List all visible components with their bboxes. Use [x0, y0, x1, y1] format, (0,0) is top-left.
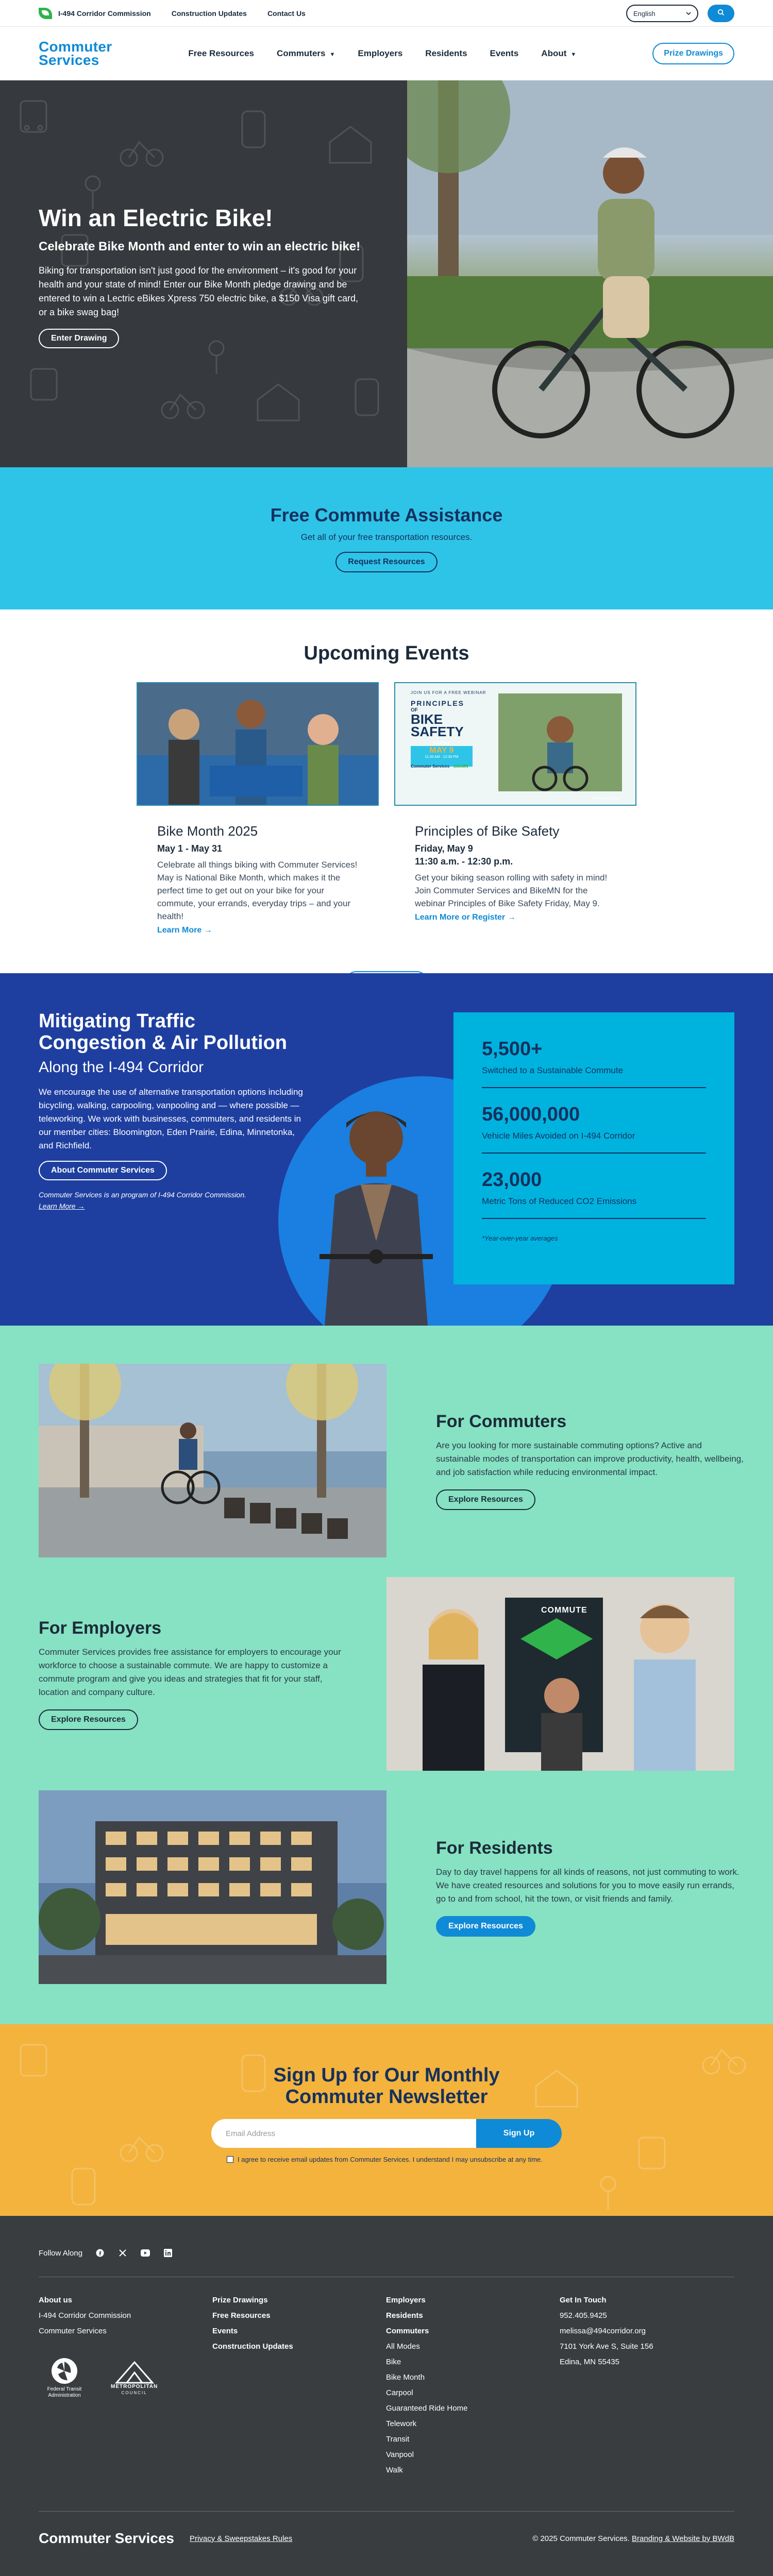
- linkedin-icon[interactable]: [163, 2248, 173, 2258]
- hero-panel: [0, 80, 407, 467]
- footer-link[interactable]: Employers: [386, 2296, 426, 2304]
- logo-line-2: Services: [39, 52, 99, 68]
- stat-label: Metric Tons of Reduced CO2 Emissions: [482, 1196, 637, 1206]
- met-council-logo-icon: [111, 2360, 158, 2384]
- flyer-time: 11:30 AM - 12:30 PM: [425, 755, 459, 759]
- newsletter-consent: [227, 2155, 546, 2164]
- footer-about-heading: About us: [39, 2296, 72, 2304]
- footer-link[interactable]: Guaranteed Ride Home: [386, 2404, 468, 2413]
- commuters-explore-button[interactable]: Explore Resources: [436, 1489, 535, 1510]
- site-logo[interactable]: [39, 40, 112, 67]
- chevron-down-icon: [686, 10, 691, 18]
- nav-about-label: About: [541, 48, 567, 58]
- event-date: Friday, May 9: [415, 843, 473, 854]
- nav-commuters[interactable]: [277, 48, 335, 59]
- corridor-commission-link[interactable]: [39, 8, 151, 19]
- language-value: English: [633, 9, 656, 18]
- fta-logo-text: Federal Transit Administration: [47, 2386, 82, 2398]
- partner-logos: [39, 2358, 212, 2399]
- prize-drawings-button[interactable]: Prize Drawings: [652, 43, 734, 64]
- hero-body: Biking for transportation isn't just good for the environment – it's good for your health and your state of mind! Enter our Bike Month pledge drawing and be entered to win a Lectric eBikes Xpress 750 electric bike, a $150 Visa gift card, or a bike swag bag!: [39, 265, 358, 317]
- x-icon[interactable]: [117, 2248, 128, 2258]
- flyer-line1: PRINCIPLES: [411, 699, 465, 707]
- event-description: Get your biking season rolling with safety in mind! Join Commuter Services and BikeMN for the webinar Principles of Bike Safety Friday, May 9.: [415, 873, 608, 908]
- traffic-body: We encourage the use of alternative transportation options including bicycling, walking, carpooling, vanpooling and — where possible — teleworking. We work with businesses, commuters, and residents in our member cities: Bloomington, Eden Prairie, Edina, Minnetonka, and Richfield.: [39, 1087, 303, 1150]
- commuters-body: Are you looking for more sustainable commuting options? Active and sustainable modes of transportation can improve productivity, health, wellbeing, and job satisfaction while reducing environmental impact.: [436, 1440, 744, 1477]
- cyclist-photo: [289, 1087, 464, 1326]
- event-card: [394, 682, 636, 935]
- stat-label: Switched to a Sustainable Commute: [482, 1065, 624, 1075]
- residents-body: Day to day travel happens for all kinds of reasons, not just commuting to work. We have created resources and solutions for you to move easily run errands, go to and from school, hit the town, or visit friends and family.: [436, 1867, 740, 1904]
- youtube-icon[interactable]: [140, 2248, 150, 2258]
- footer-link[interactable]: Residents: [386, 2311, 423, 2320]
- event-title: Bike Month 2025: [157, 823, 258, 839]
- flyer-top: JOIN US FOR A FREE WEBINAR: [411, 690, 486, 695]
- footer-link[interactable]: Bike Month: [386, 2373, 425, 2382]
- leaf-icon: [39, 8, 52, 19]
- footer-bottom: [39, 2511, 734, 2547]
- events-section: [0, 609, 773, 973]
- consent-text: I agree to receive email updates from Commuter Services. I understand I may unsubscribe at any time.: [238, 2156, 543, 2163]
- event-register-link[interactable]: Learn More or Register →: [415, 913, 516, 922]
- footer-address-line: Edina, MN 55435: [560, 2358, 619, 2366]
- utility-right: [626, 5, 734, 22]
- event-image-bike-safety[interactable]: [394, 682, 636, 806]
- footer-brand-logo[interactable]: Commuter Services: [39, 2530, 175, 2546]
- nav-commuters-label: Commuters: [277, 48, 326, 58]
- event-title: Principles of Bike Safety: [415, 823, 560, 839]
- footer-link[interactable]: Free Resources: [212, 2311, 271, 2320]
- stat-item: [482, 1038, 706, 1088]
- facebook-icon[interactable]: [95, 2248, 105, 2258]
- traffic-note: Commuter Services is an program of I-494 Corridor Commission.: [39, 1191, 247, 1199]
- footer-link[interactable]: Transit: [386, 2435, 410, 2444]
- utility-bar: [0, 0, 773, 27]
- hero-title: Win an Electric Bike!: [39, 205, 273, 231]
- met-council-text-2: COUNCIL: [121, 2391, 147, 2395]
- nav-free-resources[interactable]: Free Resources: [188, 48, 254, 58]
- event-body: [394, 806, 636, 922]
- assistance-text: Get all of your free transportation resources.: [300, 532, 473, 542]
- fta-logo: [39, 2358, 90, 2399]
- footer-columns: [39, 2277, 734, 2478]
- footer-link[interactable]: All Modes: [386, 2342, 420, 2351]
- commuters-row: [0, 1364, 773, 1557]
- footer-link[interactable]: Telework: [386, 2419, 417, 2428]
- employers-body: Commuter Services provides free assistance for employers to encourage your workforce to choose a sustainable commute. We are happy to customize a commute program and give you ideas and strategies that fit for your staff, location and company culture.: [39, 1647, 341, 1697]
- footer-col-contact: [560, 2293, 733, 2478]
- traffic-title: Mitigating Traffic Congestion & Air Pollution: [39, 1010, 287, 1054]
- footer-link[interactable]: Events: [212, 2327, 238, 2335]
- utility-links: [39, 8, 306, 19]
- footer-link[interactable]: Commuters: [386, 2327, 429, 2335]
- footer-link[interactable]: I-494 Corridor Commission: [39, 2311, 131, 2320]
- flyer-line4: SAFETY: [411, 724, 464, 739]
- consent-checkbox[interactable]: [227, 2156, 233, 2163]
- employers-row: [0, 1577, 773, 1771]
- newsletter-title-line2: Commuter Newsletter: [285, 2086, 488, 2108]
- flyer-line2: OF: [411, 707, 418, 713]
- footer-copyright: [532, 2534, 734, 2543]
- newsletter-section: [0, 2024, 773, 2216]
- commuters-photo: [39, 1364, 386, 1557]
- employers-title: For Employers: [39, 1618, 162, 1638]
- hero-photo-art: [407, 80, 773, 467]
- footer-col-resources: [212, 2293, 386, 2478]
- flyer-date: MAY 9: [429, 746, 454, 755]
- enter-drawing-button[interactable]: Enter Drawing: [39, 329, 119, 348]
- event-time: 11:30 a.m. - 12:30 p.m.: [415, 856, 513, 867]
- flyer-day: FRIDAY: [433, 741, 450, 746]
- privacy-sweepstakes-link[interactable]: Privacy & Sweepstakes Rules: [190, 2534, 293, 2543]
- metropolitan-council-logo: [111, 2360, 158, 2396]
- logo-line-1: Commuter: [39, 39, 112, 55]
- assistance-title: Free Commute Assistance: [270, 504, 503, 526]
- employers-photo: [386, 1577, 734, 1771]
- hero: [0, 80, 773, 467]
- residents-photo: [39, 1790, 386, 1984]
- construction-updates-link[interactable]: Construction Updates: [171, 9, 247, 18]
- search-icon: [717, 9, 725, 19]
- events-title: Upcoming Events: [304, 642, 469, 664]
- hero-subtitle: Celebrate Bike Month and enter to win an electric bike!: [39, 240, 361, 253]
- search-button[interactable]: [708, 5, 734, 22]
- traffic-section: [0, 973, 773, 1326]
- residents-explore-button[interactable]: Explore Resources: [436, 1916, 535, 1937]
- flyer-logo-bikemn: bikeMN: [453, 764, 468, 769]
- flyer-logos: [411, 764, 493, 769]
- newsletter-form: [211, 2119, 562, 2148]
- footer-link[interactable]: Construction Updates: [212, 2342, 293, 2351]
- event-description: Celebrate all things biking with Commuter Services! May is National Bike Month, which makes it the perfect time to get out on your bike for your commute, your errands, everyday trips – and your health!: [157, 860, 358, 921]
- stats-box: [453, 1012, 734, 1284]
- sign-up-button[interactable]: Sign Up: [476, 2119, 562, 2148]
- nav-employers[interactable]: Employers: [358, 48, 403, 58]
- event-cards: [0, 682, 773, 935]
- residents-text: [436, 1838, 745, 1937]
- stat-number: 5,500+: [482, 1038, 543, 1060]
- traffic-text: [39, 1010, 307, 1211]
- flyer-text: [411, 690, 493, 769]
- fta-logo-icon: [51, 2358, 78, 2384]
- event-body: [137, 806, 379, 935]
- residents-row: [0, 1790, 773, 1984]
- footer: [0, 2216, 773, 2576]
- commuters-title: For Commuters: [436, 1411, 567, 1431]
- footer-link[interactable]: Vanpool: [386, 2450, 414, 2459]
- stat-number: 23,000: [482, 1169, 542, 1191]
- contact-us-link[interactable]: Contact Us: [267, 9, 306, 18]
- credit-link[interactable]: Branding & Website by BWdB: [632, 2534, 734, 2543]
- footer-link[interactable]: Prize Drawings: [212, 2296, 268, 2304]
- residents-photo-art: [39, 1790, 386, 1984]
- audiences-section: [0, 1326, 773, 2024]
- event-image-bike-month[interactable]: [137, 682, 379, 806]
- footer-link[interactable]: Carpool: [386, 2388, 413, 2397]
- stat-number: 56,000,000: [482, 1104, 580, 1125]
- hero-text: [39, 204, 368, 348]
- commuters-photo-art: [39, 1364, 386, 1557]
- footer-col-about: [39, 2293, 212, 2478]
- stats-footnote: *Year-over-year averages: [482, 1234, 558, 1242]
- employers-explore-button[interactable]: Explore Resources: [39, 1709, 138, 1730]
- main-nav: [0, 27, 773, 80]
- commuters-text: [436, 1412, 745, 1510]
- request-resources-button[interactable]: Request Resources: [335, 552, 437, 572]
- employers-sign-text: COMMUTE: [541, 1606, 587, 1615]
- met-council-text-1: METROPOLITAN: [111, 2384, 158, 2389]
- traffic-learn-more-link[interactable]: Learn More →: [39, 1202, 85, 1210]
- flyer-line3: BIKE: [411, 711, 443, 727]
- footer-link[interactable]: Commuter Services: [39, 2327, 107, 2335]
- newsletter-title: [0, 2064, 773, 2108]
- caret-down-icon: ▼: [329, 52, 335, 58]
- footer-col-audiences: [386, 2293, 560, 2478]
- footer-link[interactable]: Bike: [386, 2358, 401, 2366]
- hero-photo-cyclist: [407, 80, 773, 467]
- caret-down-icon: ▼: [570, 52, 577, 58]
- corridor-commission-label: I-494 Corridor Commission: [58, 9, 151, 18]
- event-card: [137, 682, 379, 935]
- nav-events[interactable]: Events: [490, 48, 519, 58]
- nav-about[interactable]: [541, 48, 576, 59]
- nav-links: [188, 48, 576, 59]
- employers-text: [39, 1618, 348, 1730]
- email-input[interactable]: [211, 2119, 476, 2148]
- bike-month-photo-art: [138, 683, 378, 805]
- footer-phone-link[interactable]: 952.405.9425: [560, 2311, 607, 2320]
- copyright-text: © 2025 Commuter Services.: [532, 2534, 630, 2543]
- flyer-logo-commuter: Commuter Services: [411, 764, 450, 769]
- stat-item: [482, 1169, 706, 1219]
- footer-link[interactable]: Walk: [386, 2466, 403, 2475]
- stat-label: Vehicle Miles Avoided on I-494 Corridor: [482, 1131, 635, 1141]
- footer-contact-heading: Get In Touch: [560, 2296, 607, 2304]
- nav-residents[interactable]: Residents: [425, 48, 467, 58]
- language-select[interactable]: [626, 5, 698, 22]
- footer-address-line: 7101 York Ave S, Suite 156: [560, 2342, 653, 2351]
- stat-item: [482, 1104, 706, 1154]
- residents-title: For Residents: [436, 1838, 553, 1858]
- newsletter-title-line1: Sign Up for Our Monthly: [273, 2064, 500, 2086]
- event-learn-more-link[interactable]: Learn More →: [157, 926, 212, 935]
- footer-email-link[interactable]: melissa@494corridor.org: [560, 2327, 646, 2335]
- flyer-url: 494corridor.org: [592, 796, 620, 801]
- commute-assistance-section: [0, 467, 773, 609]
- footer-bottom-left: [39, 2530, 292, 2547]
- follow-along: [39, 2248, 734, 2277]
- about-commuter-services-button[interactable]: About Commuter Services: [39, 1161, 167, 1180]
- traffic-subtitle: Along the I-494 Corridor: [39, 1059, 204, 1076]
- follow-label: Follow Along: [39, 2248, 83, 2258]
- event-date: May 1 - May 31: [157, 843, 223, 854]
